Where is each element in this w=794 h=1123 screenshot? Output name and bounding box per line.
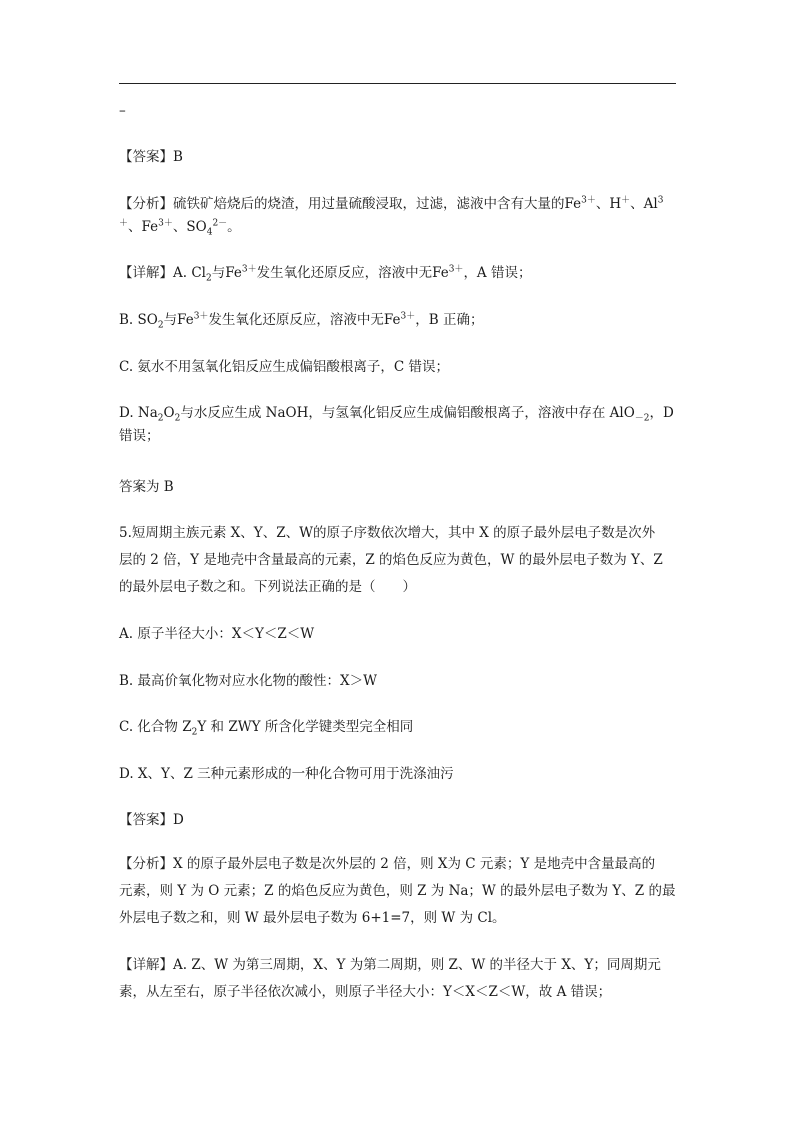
superscript: ＋ (621, 195, 631, 206)
q5-option-b: B. 最高价氧化物对应水化物的酸性：X＞W (119, 673, 377, 689)
answer-label: 【答案】 (119, 149, 173, 165)
text: 与Fe (211, 265, 242, 281)
superscript: 3＋ (193, 311, 209, 322)
text: 硫铁矿焙烧后的烧渣，用过量硫酸浸取，过滤，滤液中含有大量的Fe (173, 196, 582, 212)
text: 与水反应生成 NaOH，与氢氧化铝反应生成偏铝酸根离子，溶液中存在 AlO (180, 405, 635, 421)
header-rule (119, 83, 676, 84)
subscript: 2 (157, 320, 164, 331)
subscript: 2 (157, 413, 164, 424)
q4-answer (119, 146, 679, 169)
answer-label: 【答案】 (119, 812, 173, 828)
text: A. Cl (173, 265, 206, 281)
q4-detail-a (119, 262, 679, 285)
q5-analysis-line-1 (119, 853, 679, 876)
q5-stem-line-3: 的最外层电子数之和。下列说法正确的是（ ） (119, 579, 416, 595)
q4-detail-d-line-1 (119, 402, 679, 425)
superscript: 2－ (212, 218, 228, 229)
q4-detail-d-line-2: 错误； (119, 428, 160, 444)
q4-analysis-line-1 (119, 193, 679, 216)
subscript: 2 (643, 413, 650, 424)
subscript: 4 (206, 227, 213, 238)
text: B. SO (119, 312, 158, 328)
text: ，A 错误； (463, 265, 532, 281)
q5-option-a: A. 原子半径大小：X＜Y＜Z＜W (119, 626, 315, 642)
text: 、Fe (128, 219, 159, 235)
text: X 的原子最外层电子数是次外层的 2 倍，则 X为 C 元素；Y 是地壳中含量最高的 (173, 856, 656, 872)
text: 、SO (172, 219, 207, 235)
q5-answer (119, 809, 679, 832)
q4-analysis-line-2 (119, 216, 679, 239)
superscript: 3＋ (581, 195, 596, 206)
analysis-label: 【分析】 (119, 196, 173, 212)
q5-stem-line-1: 5.短周期主族元素 X、Y、Z、W的原子序数依次增大，其中 X 的原子最外层电子数是次外 (119, 525, 656, 541)
q5-option-c (119, 716, 679, 739)
text: 发生氧化还原反应，溶液中无Fe (256, 265, 449, 281)
text: ，D (649, 405, 674, 421)
dash-mark: – (119, 103, 126, 119)
text: 、H (595, 196, 622, 212)
text: D. Na (119, 405, 158, 421)
text: O (163, 405, 175, 421)
text: ，B 正确； (415, 312, 484, 328)
text: 。 (227, 219, 241, 235)
superscript: ＋ (119, 218, 129, 229)
answer-value: B (173, 149, 183, 165)
q5-detail-line-2: 素，从左至右，原子半径依次减小，则原子半径大小：Y＜X＜Z＜W，故 A 错误； (119, 984, 612, 1000)
text: C. 化合物 Z (119, 719, 192, 735)
superscript: 3＋ (158, 218, 173, 229)
answer-value: D (173, 812, 184, 828)
text: A. Z、W 为第三周期，X、Y 为第二周期，则 Z、W 的半径大于 X、Y；同周期元 (173, 957, 661, 973)
q5-detail-line-1 (119, 954, 679, 977)
text: 与Fe (163, 312, 194, 328)
text: 、Al (630, 196, 658, 212)
detail-label: 【详解】 (119, 957, 173, 973)
q4-detail-c: C. 氨水不用氢氧化铝反应生成偏铝酸根离子，C 错误； (119, 359, 450, 375)
q5-analysis-line-3: 外层电子数之和，则 W 最外层电子数为 6+1=7，则 W 为 Cl。 (119, 910, 506, 926)
text: Y 和 ZWY 所含化学键类型完全相同 (197, 719, 414, 735)
subscript: 2 (191, 727, 198, 738)
subscript: 2 (174, 413, 181, 424)
subscript: － (634, 413, 644, 424)
text: 发生氧化还原反应，溶液中无Fe (208, 312, 401, 328)
analysis-label: 【分析】 (119, 856, 173, 872)
detail-label: 【详解】 (119, 265, 173, 281)
superscript: 3＋ (448, 264, 464, 275)
q5-stem-line-2: 层的 2 倍，Y 是地壳中含量最高的元素，Z 的焰色反应为黄色，W 的最外层电子数为 Y、Z (119, 552, 663, 568)
q5-option-d: D. X、Y、Z 三种元素形成的一种化合物可用于洗涤油污 (119, 766, 454, 782)
q4-final-answer: 答案为 B (119, 479, 174, 495)
subscript: 2 (205, 273, 212, 284)
superscript: 3＋ (241, 264, 257, 275)
superscript: 3＋ (400, 311, 416, 322)
q5-analysis-line-2: 元素，则 Y 为 O 元素；Z 的焰色反应为黄色，则 Z 为 Na；W 的最外层电子数为 Y、Z 的最 (119, 883, 676, 899)
superscript: 3 (657, 195, 664, 206)
q4-detail-b (119, 309, 679, 332)
